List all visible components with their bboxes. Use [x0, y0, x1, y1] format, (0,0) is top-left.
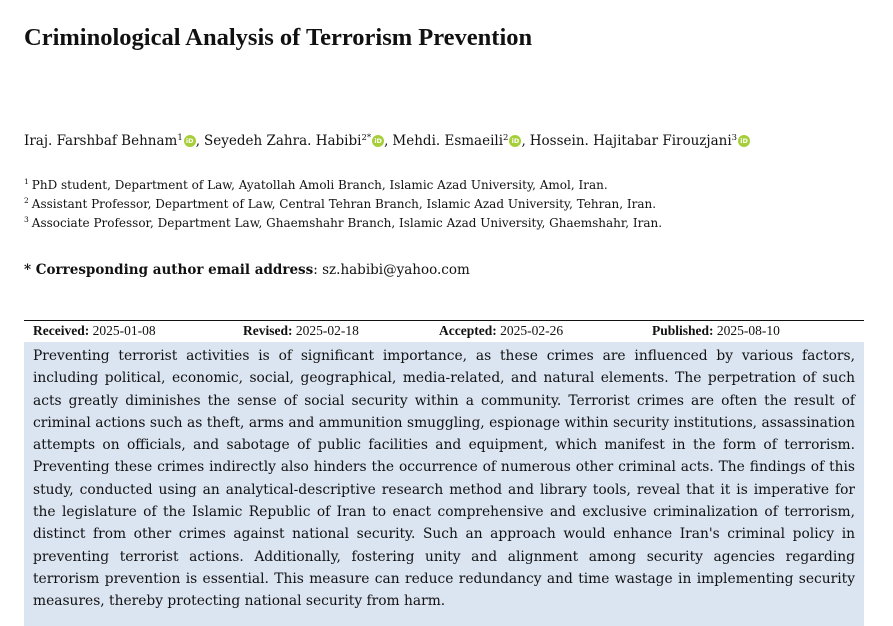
author-name: Iraj. Farshbaf Behnam	[24, 133, 178, 149]
author-separator: ,	[195, 133, 201, 149]
affiliation-text: Assistant Professor, Department of Law, Central Tehran Branch, Islamic Azad University, Tehran, Iran.	[31, 197, 657, 211]
published-value: 2025-08-10	[716, 323, 780, 338]
accepted-date	[439, 323, 563, 339]
author-affiliation-mark: 1	[177, 133, 183, 143]
author-name: Mehdi. Esmaeili	[392, 133, 504, 149]
published-label: Published:	[652, 323, 714, 338]
accepted-label: Accepted:	[439, 323, 497, 338]
affiliation-mark: 3	[24, 215, 29, 224]
received-date	[33, 323, 156, 339]
affiliation-text: Associate Professor, Department Law, Ghaemshahr Branch, Islamic Azad University, Ghaemshahr, Iran.	[31, 216, 663, 230]
abstract-text: Preventing terrorist activities is of significant importance, as these crimes are influenced by various factors, including political, economic, social, geographical, media-related, and natural elements. The perpetration of such acts greatly diminishes the sense of social security within a community. Terrorist crimes are often the result of criminal actions such as theft, arms and ammunition smuggling, espionage within security institutions, assassination attempts on officials, and sabotage of public facilities and equipment, which manifest in the form of terrorism. Preventing these crimes indirectly also hinders the occurrence of numerous other criminal acts. The findings of this study, conducted using an analytical-descriptive research method and library tools, reveal that it is imperative for the legislature of the Islamic Republic of Iran to enact comprehensive and exclusive criminalization of terrorism, distinct from other crimes against national security. Such an approach would enhance Iran's criminal policy in preventing terrorist actions. Additionally, fostering unity and alignment among security agencies regarding terrorism prevention is essential. This measure can reduce redundancy and time wastage in implementing security measures, thereby protecting national security from harm.	[33, 348, 855, 610]
author-affiliation-mark: 2	[503, 133, 509, 143]
author-affiliation-mark: 3	[731, 133, 738, 143]
author-affiliation-mark: 2*	[361, 133, 372, 143]
orcid-icon[interactable]: iD	[738, 135, 750, 147]
article-dates	[24, 320, 864, 342]
affiliation-list	[24, 174, 662, 231]
affiliation-item	[24, 212, 662, 231]
affiliation-mark: 1	[24, 177, 29, 186]
author-name: Hossein. Hajitabar Firouzjani	[529, 133, 732, 149]
affiliation-text: PhD student, Department of Law, Ayatollah Amoli Branch, Islamic Azad University, Amol, Iran.	[31, 178, 608, 192]
received-label: Received:	[33, 323, 90, 338]
author-separator: ,	[384, 133, 389, 149]
corresponding-label: * Corresponding author email address	[24, 262, 314, 278]
revised-label: Revised:	[243, 323, 293, 338]
author-3	[392, 133, 521, 149]
author-separator: ,	[521, 133, 526, 149]
affiliation-item	[24, 174, 662, 193]
orcid-icon[interactable]: iD	[372, 135, 384, 147]
orcid-icon[interactable]: iD	[184, 135, 196, 147]
author-name: Seyedeh Zahra. Habibi	[204, 133, 362, 149]
revised-value: 2025-02-18	[295, 323, 359, 338]
author-4	[530, 133, 750, 149]
affiliation-mark: 2	[24, 196, 29, 205]
paper-title: Criminological Analysis of Terrorism Prevention	[24, 24, 533, 51]
author-list	[24, 133, 750, 149]
orcid-icon[interactable]: iD	[509, 135, 521, 147]
accepted-value: 2025-02-26	[500, 323, 564, 338]
published-date	[652, 323, 780, 339]
received-value: 2025-01-08	[92, 323, 156, 338]
abstract-box	[24, 342, 864, 626]
affiliation-item	[24, 193, 662, 212]
revised-date	[243, 323, 359, 339]
corresponding-colon: :	[313, 262, 318, 278]
author-2	[204, 133, 384, 149]
corresponding-email[interactable]: sz.habibi@yahoo.com	[322, 262, 470, 278]
author-1	[24, 133, 196, 149]
corresponding-author	[24, 262, 470, 278]
